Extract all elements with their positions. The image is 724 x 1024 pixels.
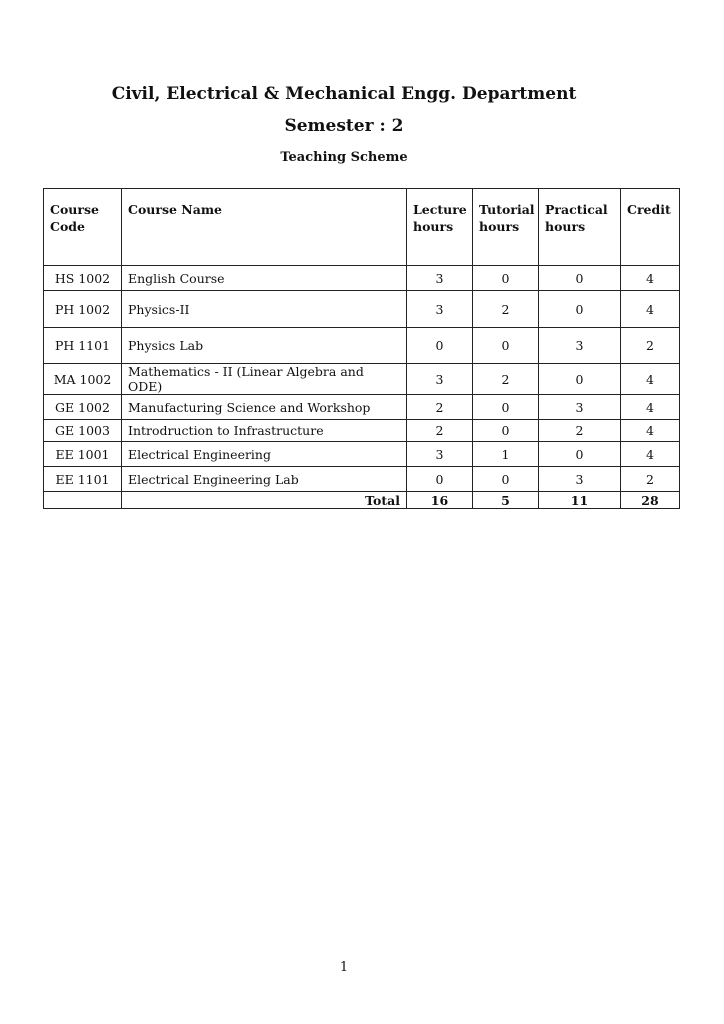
page-number: 1 xyxy=(339,960,349,975)
total-row xyxy=(44,492,680,509)
department-title: Civil, Electrical & Mechanical Engg. Department xyxy=(111,84,577,104)
lecture-hours-cell: 3 xyxy=(407,442,473,467)
tutorial-hours-cell: 0 xyxy=(473,420,539,442)
column-header-practical-line1: Practical xyxy=(545,202,608,217)
column-header-course-name: Course Name xyxy=(122,189,407,266)
credit-cell: 2 xyxy=(621,328,680,364)
column-header-tutorial-line2: hours xyxy=(479,219,520,234)
credit-cell: 2 xyxy=(621,467,680,492)
course-code-cell: PH 1002 xyxy=(44,291,122,328)
lecture-hours-cell: 0 xyxy=(407,467,473,492)
credit-cell: 4 xyxy=(621,291,680,328)
practical-hours-cell: 0 xyxy=(539,442,621,467)
total-label: Total xyxy=(122,492,407,509)
course-code-cell: HS 1002 xyxy=(44,266,122,291)
course-name-cell: Physics Lab xyxy=(122,328,407,364)
column-header-course-code-line1: Course xyxy=(50,202,99,217)
teaching-scheme-table xyxy=(43,188,680,509)
column-header-course-code xyxy=(44,189,122,266)
table-row xyxy=(44,420,680,442)
column-header-lecture-line1: Lecture xyxy=(413,202,467,217)
credit-cell: 4 xyxy=(621,395,680,420)
tutorial-hours-cell: 2 xyxy=(473,291,539,328)
practical-hours-cell: 3 xyxy=(539,395,621,420)
course-name-cell: Introdruction to Infrastructure xyxy=(122,420,407,442)
total-credit: 28 xyxy=(621,492,680,509)
column-header-lecture-hours xyxy=(407,189,473,266)
table-row xyxy=(44,291,680,328)
course-name-cell: English Course xyxy=(122,266,407,291)
course-code-cell: MA 1002 xyxy=(44,364,122,395)
table-row xyxy=(44,328,680,364)
course-name-cell: Manufacturing Science and Workshop xyxy=(122,395,407,420)
table-row xyxy=(44,395,680,420)
lecture-hours-cell: 3 xyxy=(407,266,473,291)
tutorial-hours-cell: 1 xyxy=(473,442,539,467)
practical-hours-cell: 0 xyxy=(539,291,621,328)
tutorial-hours-cell: 0 xyxy=(473,266,539,291)
table-row xyxy=(44,364,680,395)
column-header-practical-line2: hours xyxy=(545,219,586,234)
column-header-tutorial-line1: Tutorial xyxy=(479,202,535,217)
column-header-lecture-line2: hours xyxy=(413,219,454,234)
total-practical-hours: 11 xyxy=(539,492,621,509)
column-header-course-code-line2: Code xyxy=(50,219,85,234)
tutorial-hours-cell: 2 xyxy=(473,364,539,395)
column-header-tutorial-hours xyxy=(473,189,539,266)
course-name-cell: Physics-II xyxy=(122,291,407,328)
total-tutorial-hours: 5 xyxy=(473,492,539,509)
credit-cell: 4 xyxy=(621,420,680,442)
credit-cell: 4 xyxy=(621,442,680,467)
tutorial-hours-cell: 0 xyxy=(473,467,539,492)
tutorial-hours-cell: 0 xyxy=(473,328,539,364)
course-name-cell: Electrical Engineering Lab xyxy=(122,467,407,492)
total-empty-cell xyxy=(44,492,122,509)
semester-title: Semester : 2 xyxy=(284,116,404,136)
lecture-hours-cell: 0 xyxy=(407,328,473,364)
teaching-scheme-heading: Teaching Scheme xyxy=(280,150,408,165)
course-code-cell: PH 1101 xyxy=(44,328,122,364)
practical-hours-cell: 3 xyxy=(539,467,621,492)
practical-hours-cell: 2 xyxy=(539,420,621,442)
practical-hours-cell: 0 xyxy=(539,364,621,395)
lecture-hours-cell: 3 xyxy=(407,364,473,395)
lecture-hours-cell: 3 xyxy=(407,291,473,328)
total-lecture-hours: 16 xyxy=(407,492,473,509)
course-code-cell: EE 1101 xyxy=(44,467,122,492)
credit-cell: 4 xyxy=(621,364,680,395)
lecture-hours-cell: 2 xyxy=(407,420,473,442)
table-row xyxy=(44,467,680,492)
practical-hours-cell: 3 xyxy=(539,328,621,364)
column-header-credit: Credit xyxy=(621,189,680,266)
credit-cell: 4 xyxy=(621,266,680,291)
table-row xyxy=(44,442,680,467)
table-header-row xyxy=(44,189,680,266)
course-code-cell: GE 1002 xyxy=(44,395,122,420)
course-code-cell: EE 1001 xyxy=(44,442,122,467)
table-row xyxy=(44,266,680,291)
course-name-cell: Mathematics - II (Linear Algebra and ODE) xyxy=(122,364,407,395)
tutorial-hours-cell: 0 xyxy=(473,395,539,420)
course-code-cell: GE 1003 xyxy=(44,420,122,442)
course-name-cell: Electrical Engineering xyxy=(122,442,407,467)
practical-hours-cell: 0 xyxy=(539,266,621,291)
lecture-hours-cell: 2 xyxy=(407,395,473,420)
column-header-practical-hours xyxy=(539,189,621,266)
